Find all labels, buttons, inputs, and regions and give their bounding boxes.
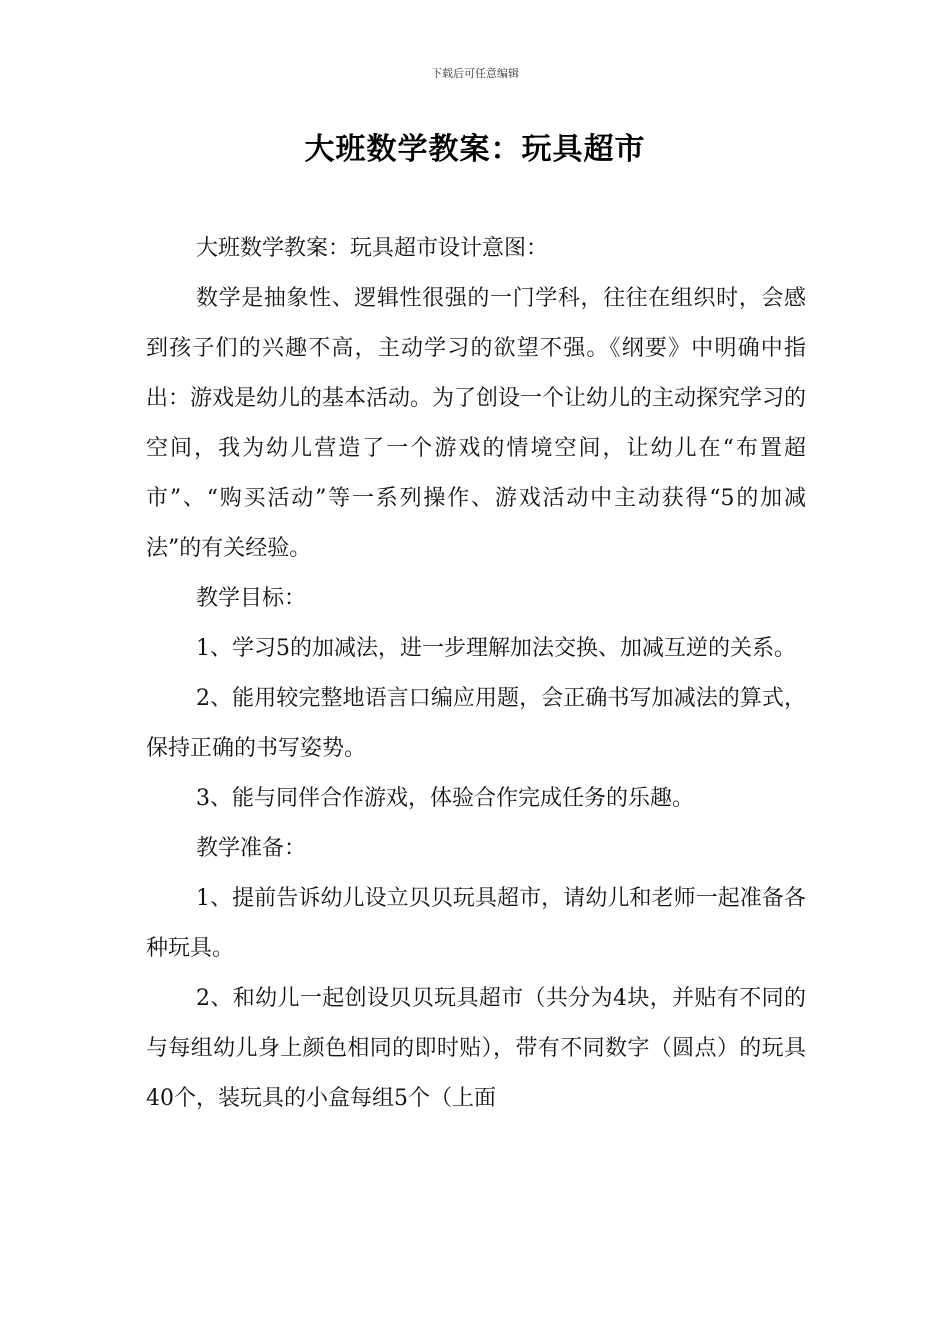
paragraph-objectives-heading: 教学目标： (196, 586, 307, 611)
paragraph-objective-2: 2、能用较完整地语言口编应用题，会正确书写加减法的算式，保持正确的书写姿势。 (146, 686, 806, 761)
paragraph-preparation-heading: 教学准备： (196, 836, 307, 861)
header-note: 下载后可任意编辑 (431, 67, 519, 80)
paragraph-preparation-2: 2、和幼儿一起创设贝贝玩具超市（共分为4块，并贴有不同的与每组幼儿身上颜色相同的即时贴），带有不同数字（圆点）的玩具40个，装玩具的小盒每组5个（上面 (146, 986, 806, 1111)
paragraph-design-intent-heading: 大班数学教案：玩具超市设计意图： (196, 236, 549, 261)
paragraph-design-intent: 数学是抽象性、逻辑性很强的一门学科，往往在组织时，会感到孩子们的兴趣不高，主动学习的欲望不强。《纲要》中明确中指出：游戏是幼儿的基本活动。为了创设一个让幼儿的主动探究学习的空间，我为幼儿营造了一个游戏的情境空间，让幼儿在“布置超市”、“购买活动”等一系列操作、游戏活动中主动获得“5的加减法”的有关经验。 (146, 286, 807, 561)
paragraph-objective-1: 1、学习5的加减法，进一步理解加法交换、加减互逆的关系。 (196, 636, 796, 661)
document-title: 大班数学教案：玩具超市 (304, 132, 646, 167)
paragraph-objective-3: 3、能与同伴合作游戏，体验合作完成任务的乐趣。 (196, 786, 694, 811)
paragraph-preparation-1: 1、提前告诉幼儿设立贝贝玩具超市，请幼儿和老师一起准备各种玩具。 (146, 886, 806, 961)
document-body (146, 224, 806, 1124)
